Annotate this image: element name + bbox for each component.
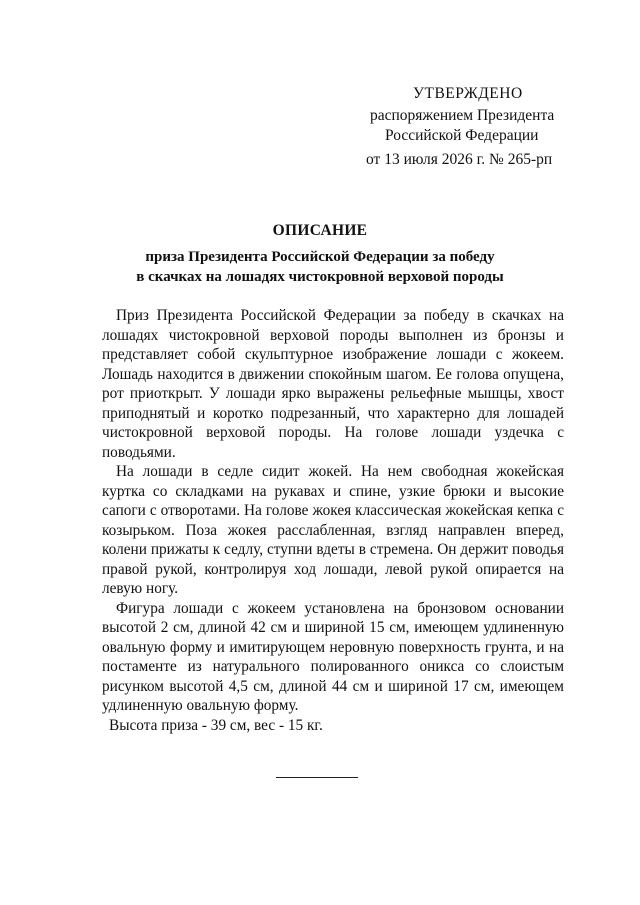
subtitle-line-2: в скачках на лошадях чистокровной верховой породы (136, 269, 504, 285)
approval-decree-line: распоряжением Президента (370, 107, 555, 124)
document-subtitle (0, 247, 640, 287)
approval-stamp: УТВЕРЖДЕНО (413, 85, 523, 102)
approval-date-number: от 13 июля 2026 г. № 265-рп (366, 151, 553, 168)
paragraph-dimensions: Высота приза - 39 см, вес - 15 кг. (109, 716, 323, 734)
document-body (102, 306, 564, 735)
paragraph-horse-description: Приз Президента Российской Федерации за победу в скачках на лошадях чистокровной верховой породы выполнен из бронзы и представляет собой скульптурное изображение лошади с жокеем. Лошадь находится в движении спокойным шагом. Ее голова опущена, рот приоткрыт. У лошади ярко выражены рельефные мышцы, хвост приподнятый и коротко подрезанный, что характерно для лошадей чистокровной верховой породы. На голове лошади уздечка с поводьями. (102, 307, 564, 461)
approval-authority-line: Российской Федерации (385, 127, 539, 144)
subtitle-line-1: приза Президента Российской Федерации за победу (145, 249, 495, 265)
document-title: ОПИСАНИЕ (272, 222, 368, 239)
paragraph-jockey-description: На лошади в седле сидит жокей. На нем свободная жокейская куртка со складками на рукавах и спине, узкие брюки и высокие сапоги с отворотами. На голове жокея классическая жокейская кепка с козырьком. Поза жокея расслабленная, взгляд направлен вперед, колени прижаты к седлу, ступни вдеты в стремена. Он держит поводья правой рукой, контролируя ход лошади, левой рукой опирается на левую ногу. (102, 463, 564, 597)
paragraph-base-description: Фигура лошади с жокеем установлена на бронзовом основании высотой 2 см, длиной 42 см и шириной 15 см, имеющем удлиненную овальную форму и имитирующем неровную поверхность грунта, и на постаменте из натурального полированного оникса со слоистым рисунком высотой 4,5 см, длиной 44 см и шириной 17 см, имеющем удлиненную овальную форму. (102, 599, 564, 714)
closing-divider (276, 777, 358, 778)
